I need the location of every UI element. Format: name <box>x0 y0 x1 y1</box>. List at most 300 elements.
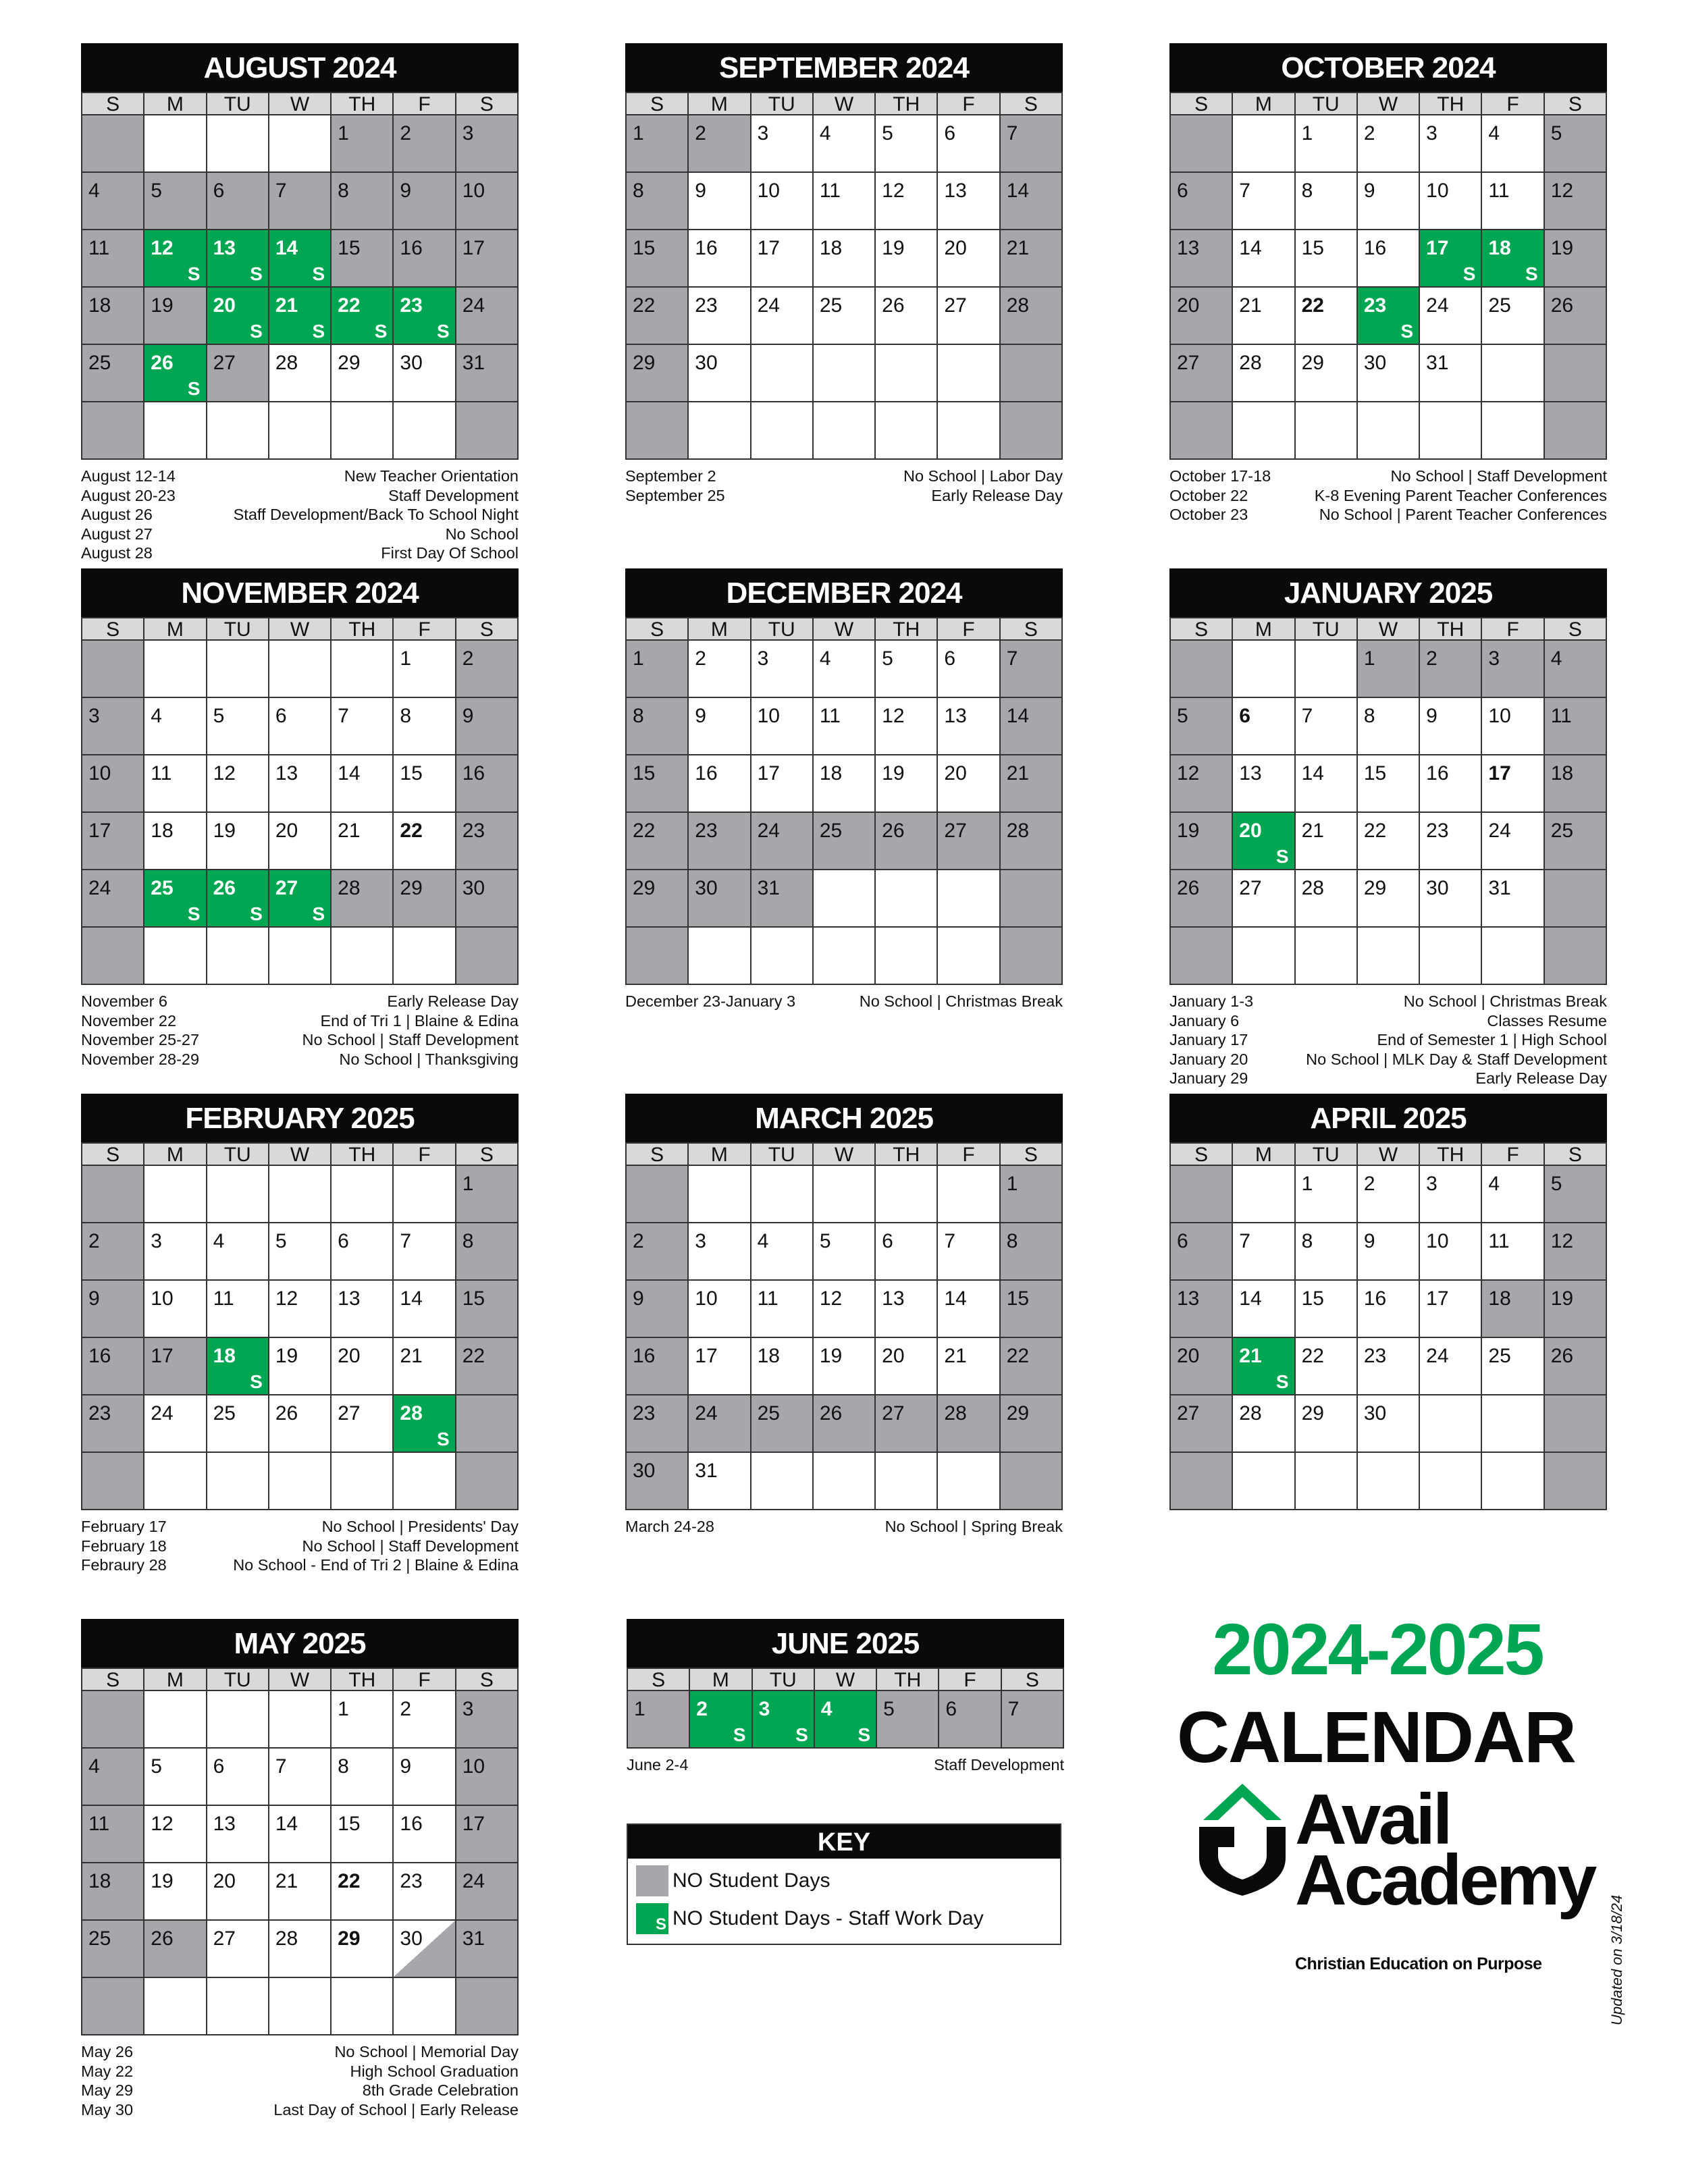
day-number: 9 <box>400 1755 412 1778</box>
note-text: Early Release Day <box>1475 1069 1607 1088</box>
day-cell <box>751 402 814 460</box>
weekday-header: S <box>456 618 519 641</box>
weekday-header: W <box>1358 1144 1420 1166</box>
day-cell <box>394 1395 456 1453</box>
note-date: December 23-January 3 <box>625 992 796 1010</box>
day-cell <box>269 1749 332 1806</box>
day-cell <box>269 288 332 345</box>
day-cell <box>82 402 144 460</box>
weekday-header: TU <box>1296 618 1358 641</box>
staff-s-marker: S <box>1462 263 1476 284</box>
day-cell <box>1296 115 1358 173</box>
day-cell <box>207 1281 269 1338</box>
day-cell <box>751 1395 814 1453</box>
day-number: 18 <box>1550 762 1574 784</box>
day-cell <box>1001 1166 1063 1223</box>
staff-s-marker: S <box>187 903 201 924</box>
day-cell <box>1545 1223 1607 1281</box>
day-cell <box>394 1978 456 2035</box>
day-number: 9 <box>400 180 412 202</box>
day-cell <box>1358 698 1420 755</box>
day-number: 18 <box>819 762 843 784</box>
note-text: End of Tri 1 | Blaine & Edina <box>320 1011 519 1030</box>
day-cell <box>1171 1453 1233 1510</box>
day-cell <box>82 1863 144 1921</box>
day-number: 15 <box>1363 762 1387 784</box>
day-cell <box>207 641 269 698</box>
note-row <box>1169 505 1607 525</box>
staff-s-marker: S <box>1400 321 1414 342</box>
day-cell <box>82 1453 144 1510</box>
day-number: 30 <box>695 877 718 899</box>
day-number: 30 <box>462 877 485 899</box>
day-number: 3 <box>1426 122 1438 144</box>
day-cell <box>456 1921 519 1978</box>
day-cell <box>1358 288 1420 345</box>
day-cell <box>1482 1223 1544 1281</box>
note-date: September 2 <box>625 467 716 485</box>
day-number: 21 <box>1301 820 1324 842</box>
calendar-word: CALENDAR <box>1177 1696 1575 1778</box>
day-cell <box>690 1691 752 1749</box>
month-notes <box>625 467 1063 505</box>
weekday-header: S <box>1171 1144 1233 1166</box>
day-cell <box>1545 870 1607 928</box>
day-cell <box>456 115 519 173</box>
month-notes <box>1169 992 1607 1088</box>
day-number: 16 <box>633 1345 656 1367</box>
weekday-header: F <box>1482 618 1544 641</box>
day-cell <box>1171 173 1233 230</box>
day-number: 4 <box>151 705 162 727</box>
day-cell <box>1482 230 1544 288</box>
day-cell <box>332 1395 394 1453</box>
day-cell <box>751 1223 814 1281</box>
day-number: 13 <box>1177 1287 1200 1310</box>
note-row <box>81 1517 519 1537</box>
day-cell <box>1171 1166 1233 1223</box>
day-number: 23 <box>695 294 718 317</box>
day-number: 22 <box>400 820 423 842</box>
day-cell <box>1482 288 1544 345</box>
day-cell <box>269 230 332 288</box>
day-number: 5 <box>1177 705 1188 727</box>
day-cell <box>938 1338 1000 1395</box>
day-cell <box>1296 1166 1358 1223</box>
day-number: 12 <box>882 705 905 727</box>
day-cell <box>269 1395 332 1453</box>
day-number: 8 <box>1363 705 1375 727</box>
day-number: 18 <box>213 1345 236 1367</box>
day-cell <box>1001 288 1063 345</box>
day-cell <box>332 1691 394 1749</box>
day-number: 15 <box>1006 1287 1030 1310</box>
day-number: 12 <box>1550 180 1574 202</box>
day-number: 7 <box>1006 122 1018 144</box>
day-number: 26 <box>151 1927 174 1950</box>
day-number: 11 <box>88 237 110 259</box>
day-cell <box>1171 1395 1233 1453</box>
weekday-header: S <box>1171 93 1233 115</box>
day-cell <box>1358 1338 1420 1395</box>
day-number: 4 <box>819 647 831 670</box>
day-cell <box>751 1166 814 1223</box>
weekday-header: W <box>814 618 876 641</box>
day-number: 28 <box>1301 877 1324 899</box>
day-cell <box>876 173 938 230</box>
day-number: 2 <box>400 1698 412 1720</box>
day-cell <box>456 345 519 402</box>
staff-s-marker: S <box>312 263 325 284</box>
day-cell <box>1482 755 1544 813</box>
day-cell <box>876 115 938 173</box>
day-number: 27 <box>944 294 967 317</box>
day-number: 29 <box>338 352 361 374</box>
day-number: 22 <box>1301 294 1324 317</box>
day-number: 4 <box>1488 122 1500 144</box>
day-number: 17 <box>757 237 780 259</box>
day-cell <box>1545 115 1607 173</box>
day-number: 18 <box>819 237 843 259</box>
day-cell <box>394 641 456 698</box>
day-number: 23 <box>695 820 718 842</box>
day-cell <box>144 1749 207 1806</box>
day-cell <box>332 402 394 460</box>
day-cell <box>1420 402 1482 460</box>
day-number: 2 <box>633 1230 644 1252</box>
day-number: 12 <box>1177 762 1200 784</box>
note-row <box>81 1555 519 1575</box>
day-cell <box>269 1806 332 1863</box>
note-text: No School | Staff Development <box>302 1031 519 1049</box>
day-cell <box>1420 1166 1482 1223</box>
day-number: 7 <box>275 180 287 202</box>
day-cell <box>1545 755 1607 813</box>
month-notes <box>81 2042 519 2119</box>
day-number: 5 <box>819 1230 831 1252</box>
note-text: No School <box>445 525 519 543</box>
staff-s-marker: S <box>250 263 263 284</box>
day-number: 1 <box>338 122 349 144</box>
day-cell <box>1296 173 1358 230</box>
day-cell <box>207 402 269 460</box>
note-text: New Teacher Orientation <box>344 467 519 485</box>
day-cell <box>1296 345 1358 402</box>
day-number: 4 <box>757 1230 769 1252</box>
staff-s-marker: S <box>250 1371 263 1392</box>
day-number: 7 <box>1239 180 1250 202</box>
note-text: 8th Grade Celebration <box>362 2081 519 2100</box>
day-number: 19 <box>882 762 905 784</box>
day-cell <box>1171 928 1233 985</box>
day-number: 21 <box>275 1870 298 1892</box>
day-number: 13 <box>338 1287 361 1310</box>
day-cell <box>1482 115 1544 173</box>
day-cell <box>1358 1281 1420 1338</box>
note-row <box>627 1755 1064 1775</box>
weekday-header: TH <box>876 618 938 641</box>
day-cell <box>689 115 751 173</box>
day-number: 5 <box>275 1230 287 1252</box>
note-text: K-8 Evening Parent Teacher Conferences <box>1314 486 1607 504</box>
day-number: 13 <box>1177 237 1200 259</box>
day-cell <box>1420 1281 1482 1338</box>
weekday-header: M <box>144 1669 207 1691</box>
note-date: November 28-29 <box>81 1050 200 1068</box>
day-cell <box>144 1395 207 1453</box>
day-cell <box>82 1921 144 1978</box>
note-date: February 18 <box>81 1537 167 1555</box>
day-cell <box>269 1223 332 1281</box>
day-cell <box>144 755 207 813</box>
weekday-header: W <box>269 93 332 115</box>
day-number: 13 <box>944 705 967 727</box>
day-cell <box>1001 173 1063 230</box>
day-number: 19 <box>1177 820 1200 842</box>
day-number: 25 <box>1488 294 1511 317</box>
day-number: 29 <box>400 877 423 899</box>
weekday-header: TH <box>1420 1144 1482 1166</box>
month-grid <box>81 1142 519 1510</box>
day-number: 13 <box>1239 762 1262 784</box>
day-cell <box>876 1338 938 1395</box>
avail-academy-logo <box>1195 1782 1600 1985</box>
day-number: 14 <box>1301 762 1324 784</box>
day-number: 23 <box>88 1402 111 1424</box>
note-text: End of Semester 1 | High School <box>1377 1031 1607 1049</box>
note-row <box>625 992 1063 1011</box>
day-cell <box>1545 928 1607 985</box>
day-number: 3 <box>1426 1173 1438 1195</box>
day-cell <box>144 115 207 173</box>
day-cell <box>876 641 938 698</box>
note-row <box>625 1517 1063 1537</box>
day-number: 9 <box>1363 1230 1375 1252</box>
day-cell <box>1358 928 1420 985</box>
note-row <box>1169 1050 1607 1069</box>
day-number: 29 <box>1006 1402 1030 1424</box>
day-cell <box>938 870 1000 928</box>
note-date: January 17 <box>1169 1031 1248 1049</box>
weekday-header: W <box>814 1144 876 1166</box>
day-number: 7 <box>944 1230 956 1252</box>
day-cell <box>1233 402 1295 460</box>
note-row <box>81 2100 519 2120</box>
day-number: 21 <box>944 1345 967 1367</box>
day-cell <box>751 870 814 928</box>
day-cell <box>689 288 751 345</box>
day-cell <box>1545 173 1607 230</box>
day-cell <box>332 870 394 928</box>
day-cell <box>938 1223 1000 1281</box>
note-date: August 12-14 <box>81 467 176 485</box>
day-number: 25 <box>213 1402 236 1424</box>
note-date: February 17 <box>81 1518 167 1535</box>
day-number: 3 <box>462 1698 474 1720</box>
day-number: 22 <box>338 294 361 317</box>
day-number: 10 <box>757 705 780 727</box>
day-cell <box>332 1978 394 2035</box>
day-cell <box>394 1691 456 1749</box>
day-cell <box>394 813 456 870</box>
day-cell <box>144 928 207 985</box>
day-cell <box>144 1281 207 1338</box>
day-cell <box>1001 928 1063 985</box>
note-row <box>1169 486 1607 506</box>
day-cell <box>144 1863 207 1921</box>
day-cell <box>751 755 814 813</box>
day-cell <box>938 345 1000 402</box>
day-cell <box>689 230 751 288</box>
note-date: October 22 <box>1169 486 1248 504</box>
day-cell <box>751 173 814 230</box>
day-cell <box>394 755 456 813</box>
day-number: 29 <box>1363 877 1387 899</box>
staff-s-marker: S <box>187 378 201 399</box>
day-cell <box>1171 698 1233 755</box>
day-cell <box>456 173 519 230</box>
day-cell <box>814 1453 876 1510</box>
day-cell <box>332 1806 394 1863</box>
weekday-header: S <box>1001 618 1063 641</box>
day-number: 1 <box>634 1698 645 1720</box>
day-number: 1 <box>400 647 412 670</box>
day-cell <box>1001 345 1063 402</box>
day-cell <box>876 813 938 870</box>
day-number: 3 <box>151 1230 162 1252</box>
day-number: 24 <box>151 1402 174 1424</box>
day-number: 31 <box>695 1460 718 1482</box>
day-number: 8 <box>633 180 644 202</box>
day-number: 1 <box>633 647 644 670</box>
day-number: 6 <box>275 705 287 727</box>
day-cell <box>628 1691 690 1749</box>
day-cell <box>269 755 332 813</box>
day-cell <box>1296 870 1358 928</box>
day-cell <box>814 698 876 755</box>
day-number: 27 <box>882 1402 905 1424</box>
day-number: 8 <box>338 180 349 202</box>
day-number: 3 <box>757 122 769 144</box>
day-number: 16 <box>462 762 485 784</box>
day-number: 23 <box>1363 1345 1387 1367</box>
day-number: 1 <box>1301 1173 1313 1195</box>
day-number: 22 <box>633 820 656 842</box>
day-number: 20 <box>275 820 298 842</box>
day-number: 17 <box>462 237 485 259</box>
day-number: 18 <box>1488 1287 1511 1310</box>
day-cell <box>456 1453 519 1510</box>
weekday-header: S <box>456 1144 519 1166</box>
month-grid <box>1169 617 1607 985</box>
day-number: 6 <box>1239 705 1250 727</box>
day-cell <box>207 870 269 928</box>
day-cell <box>1482 641 1544 698</box>
note-text: No School | Spring Break <box>885 1518 1063 1535</box>
day-cell <box>144 698 207 755</box>
day-cell <box>1482 1453 1544 1510</box>
day-cell <box>689 1395 751 1453</box>
day-cell <box>1545 1281 1607 1338</box>
day-number: 25 <box>1488 1345 1511 1367</box>
day-cell <box>1001 813 1063 870</box>
day-number: 29 <box>338 1927 361 1950</box>
day-cell <box>394 698 456 755</box>
note-row <box>1169 1011 1607 1031</box>
staff-s-marker: S <box>1275 1371 1289 1392</box>
weekday-header: S <box>627 93 689 115</box>
day-cell <box>1233 173 1295 230</box>
day-cell <box>689 1166 751 1223</box>
day-cell <box>82 928 144 985</box>
day-cell <box>1482 813 1544 870</box>
day-cell <box>394 870 456 928</box>
day-number: 7 <box>1006 647 1018 670</box>
legend-key <box>627 1823 1061 1945</box>
month-grid <box>1169 92 1607 460</box>
shield-logo-icon <box>1195 1782 1290 1897</box>
weekday-header: M <box>144 1144 207 1166</box>
day-cell <box>1545 1338 1607 1395</box>
day-cell <box>1233 641 1295 698</box>
weekday-header: S <box>1002 1669 1064 1691</box>
day-cell <box>456 813 519 870</box>
day-number: 30 <box>633 1460 656 1482</box>
day-number: 18 <box>88 1870 111 1892</box>
day-cell <box>1296 1338 1358 1395</box>
day-number: 12 <box>1550 1230 1574 1252</box>
day-cell <box>751 115 814 173</box>
day-number: 8 <box>1006 1230 1018 1252</box>
day-number: 9 <box>695 705 706 727</box>
day-cell <box>269 1978 332 2035</box>
day-number: 28 <box>338 877 361 899</box>
day-cell <box>144 1166 207 1223</box>
weekday-header: F <box>394 618 456 641</box>
day-number: 31 <box>462 352 485 374</box>
day-cell <box>1358 230 1420 288</box>
day-cell <box>876 928 938 985</box>
day-number: 17 <box>1426 237 1449 259</box>
day-cell <box>938 115 1000 173</box>
day-number: 30 <box>1363 1402 1387 1424</box>
day-cell <box>269 928 332 985</box>
weekday-header: F <box>394 1669 456 1691</box>
day-cell <box>876 1281 938 1338</box>
day-number: 12 <box>213 762 236 784</box>
day-number: 29 <box>633 352 656 374</box>
month-title: APRIL 2025 <box>1169 1094 1607 1142</box>
day-cell <box>1296 402 1358 460</box>
day-cell <box>82 1749 144 1806</box>
day-number: 7 <box>1239 1230 1250 1252</box>
day-cell <box>814 230 876 288</box>
day-number: 12 <box>275 1287 298 1310</box>
month-grid <box>81 617 519 985</box>
month-title: NOVEMBER 2024 <box>81 568 519 617</box>
day-number: 21 <box>1239 294 1262 317</box>
day-cell <box>751 345 814 402</box>
day-cell <box>1171 870 1233 928</box>
note-text: No School | Christmas Break <box>859 992 1063 1010</box>
day-cell <box>1233 928 1295 985</box>
day-cell <box>938 813 1000 870</box>
day-cell <box>1001 755 1063 813</box>
day-cell <box>82 288 144 345</box>
day-cell <box>939 1691 1001 1749</box>
day-cell <box>751 698 814 755</box>
day-number: 22 <box>633 294 656 317</box>
